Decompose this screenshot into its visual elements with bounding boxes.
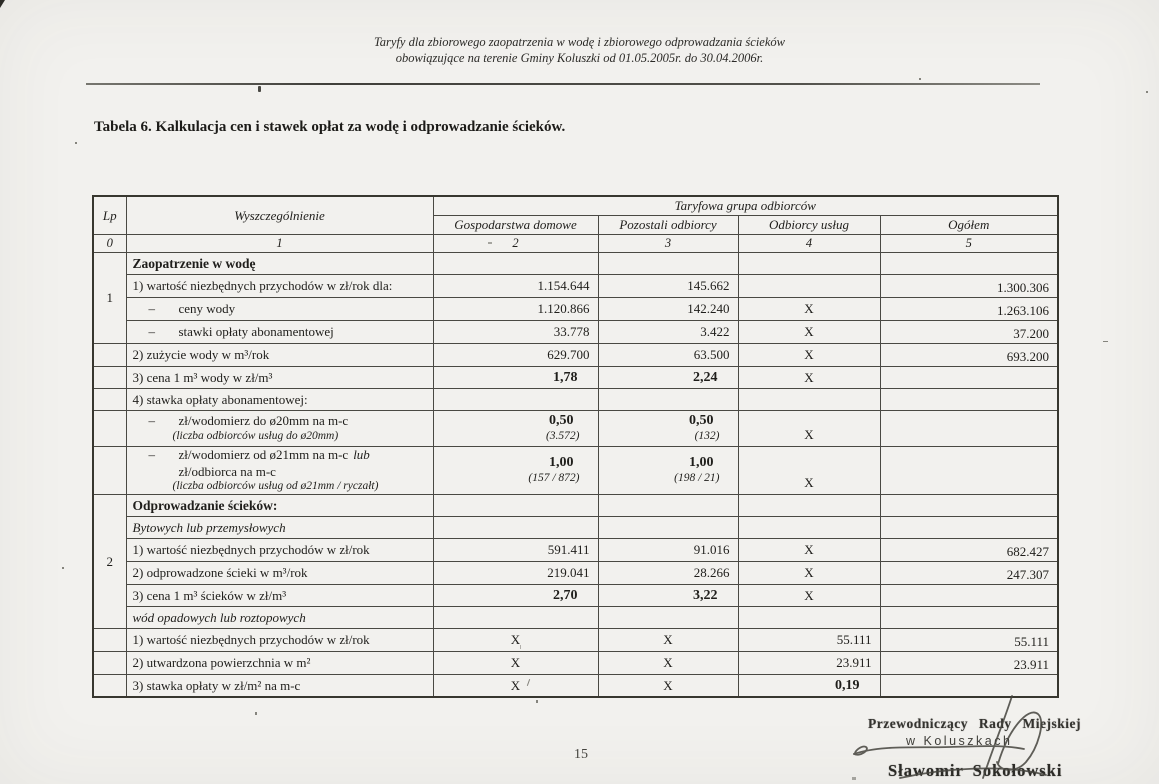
cell-price: 3,22	[598, 585, 738, 607]
cell-subsection-label: wód opadowych lub roztopowych	[126, 607, 433, 629]
cell-x: X	[433, 675, 598, 698]
scan-speck	[1103, 341, 1108, 342]
cell-empty	[433, 495, 598, 517]
cell-value: 23.911	[880, 652, 1058, 675]
table-row	[93, 495, 1058, 517]
table-row	[93, 539, 1058, 562]
cell-lp	[93, 389, 126, 411]
cell-value: 682.427	[880, 539, 1058, 562]
cell-lp-section1: 1	[93, 253, 126, 344]
cell-x: X	[738, 585, 880, 607]
table-row	[93, 275, 1058, 298]
cell-value: 1.120.866	[433, 298, 598, 321]
cell-empty	[738, 275, 880, 298]
cell-value: 63.500	[598, 344, 738, 367]
cell-section-label: Zaopatrzenie w wodę	[126, 253, 433, 275]
scan-speck	[919, 78, 921, 80]
cell-empty	[738, 607, 880, 629]
cell-empty	[598, 389, 738, 411]
cell-empty	[880, 517, 1058, 539]
tariff-table	[92, 195, 1059, 698]
cell-x: X	[738, 367, 880, 389]
cell-subsection-label: Bytowych lub przemysłowych	[126, 517, 433, 539]
cell-price: 0,19	[738, 675, 880, 698]
cell-price: 0,50	[549, 413, 574, 429]
cell-label: 2) zużycie wody w m³/rok	[126, 344, 433, 367]
cell-price: 1,00	[689, 455, 714, 471]
cell-empty	[880, 389, 1058, 411]
scan-speck	[1146, 91, 1148, 93]
cell-lp-section2: 2	[93, 495, 126, 629]
cell-price: 0,50	[689, 413, 714, 429]
table-row	[93, 389, 1058, 411]
col-num: 1	[126, 235, 433, 253]
scan-speck	[536, 700, 538, 703]
table-row	[93, 367, 1058, 389]
cell-x: X	[738, 562, 880, 585]
cell-count: (3.572)	[545, 430, 580, 442]
cell-label-text: zł/wodomierz od ø21mm na m-c	[178, 447, 349, 463]
col-num: 0	[93, 235, 126, 253]
cell-label	[126, 321, 433, 344]
scan-speck	[520, 645, 521, 649]
table-row	[93, 652, 1058, 675]
page-number: 15	[574, 747, 588, 762]
cell-count: (132)	[694, 430, 720, 442]
stamp-title: Przewodniczący Rady Miejskiej	[868, 716, 1081, 731]
cell-value: 55.111	[880, 629, 1058, 652]
cell-empty	[738, 389, 880, 411]
table-header-row-1	[93, 196, 1058, 216]
cell-empty	[433, 607, 598, 629]
cell-value: 247.307	[880, 562, 1058, 585]
cell-value: 145.662	[598, 275, 738, 298]
cell-label-line2: zł/odbiorca na m-c	[178, 463, 276, 479]
cell-price: 2,24	[598, 367, 738, 389]
table-row	[93, 517, 1058, 539]
cell-empty	[880, 411, 1058, 447]
table-row	[93, 607, 1058, 629]
cell-value: 55.111	[738, 629, 880, 652]
cell-count: (198 / 21)	[674, 472, 720, 484]
cell-lp	[93, 675, 126, 698]
cell-label: 2) utwardzona powierzchnia w m²	[126, 652, 433, 675]
cell-price-group	[433, 411, 598, 447]
cell-price: 2,70	[433, 585, 598, 607]
cell-value: 142.240	[598, 298, 738, 321]
cell-label-text: stawki opłaty abonamentowej	[178, 324, 334, 339]
cell-empty	[598, 495, 738, 517]
scan-ink-mark	[258, 86, 261, 92]
cell-empty	[738, 495, 880, 517]
col-header-wyszczegolnienie: Wyszczególnienie	[126, 196, 433, 235]
cell-count: (157 / 872)	[528, 472, 580, 484]
col-header-lp: Lp	[93, 196, 126, 235]
cell-value: 629.700	[433, 344, 598, 367]
table-row	[93, 298, 1058, 321]
cell-value: 219.041	[433, 562, 598, 585]
col-num: 5	[880, 235, 1058, 253]
cell-empty	[598, 517, 738, 539]
cell-price-group	[598, 447, 738, 495]
cell-label: 4) stawka opłaty abonamentowej:	[126, 389, 433, 411]
cell-price-group	[598, 411, 738, 447]
list-dash: –	[148, 447, 155, 463]
cell-x: X	[738, 447, 880, 495]
cell-label-lub: lub	[353, 447, 370, 463]
col-header-group: Taryfowa grupa odbiorców	[433, 196, 1058, 216]
header-rule	[86, 83, 1040, 85]
cell-label: 3) cena 1 m³ wody w zł/m³	[126, 367, 433, 389]
cell-empty	[880, 585, 1058, 607]
cell-label-text: ceny wody	[178, 301, 236, 316]
cell-value: 37.200	[880, 321, 1058, 344]
cell-empty	[880, 253, 1058, 275]
cell-value: 3.422	[598, 321, 738, 344]
tariff-table-wrapper	[92, 195, 1059, 698]
cell-empty	[880, 367, 1058, 389]
col-num: 2	[433, 235, 598, 253]
table-row	[93, 585, 1058, 607]
cell-value: 1.263.106	[880, 298, 1058, 321]
cell-label: 3) cena 1 m³ ścieków w zł/m³	[126, 585, 433, 607]
cell-label: 1) wartość niezbędnych przychodów w zł/rok	[126, 539, 433, 562]
scan-speck	[852, 777, 856, 780]
col-num: 3	[598, 235, 738, 253]
table-row	[93, 562, 1058, 585]
cell-empty	[880, 607, 1058, 629]
cell-empty	[433, 253, 598, 275]
cell-value: 1.154.644	[433, 275, 598, 298]
cell-empty	[880, 447, 1058, 495]
cell-empty	[598, 253, 738, 275]
cell-label: 1) wartość niezbędnych przychodów w zł/rok	[126, 629, 433, 652]
document-header-line1: Taryfy dla zbiorowego zaopatrzenia w wodę i zbiorowego odprowadzania ścieków	[373, 35, 785, 49]
scan-corner-mark	[0, 0, 5, 8]
cell-value: 23.911	[738, 652, 880, 675]
cell-x: X	[433, 652, 598, 675]
cell-x: X	[598, 675, 738, 698]
cell-price: 1,78	[433, 367, 598, 389]
handwritten-signature	[840, 690, 1080, 784]
cell-x: X	[738, 411, 880, 447]
cell-lp	[93, 367, 126, 389]
list-dash: –	[148, 301, 155, 316]
table-row	[93, 411, 1058, 447]
cell-label-subtext: (liczba odbiorców usług od ø21mm / ryczałt)	[172, 479, 379, 492]
scan-speck	[255, 712, 257, 715]
table-row	[93, 344, 1058, 367]
cell-price: 1,00	[549, 455, 574, 471]
cell-label: 2) odprowadzone ścieki w m³/rok	[126, 562, 433, 585]
document-header-line2: obowiązujące na terenie Gminy Koluszki od 01.05.2005r. do 30.04.2006r.	[395, 51, 764, 66]
col-header-pozostali: Pozostali odbiorcy	[598, 216, 738, 235]
cell-value: 1.300.306	[880, 275, 1058, 298]
cell-empty	[738, 253, 880, 275]
signature-name: Sławomir Sokołowski	[888, 761, 1063, 780]
cell-empty	[880, 495, 1058, 517]
cell-x: X	[598, 629, 738, 652]
cell-lp	[93, 447, 126, 495]
cell-value: 33.778	[433, 321, 598, 344]
list-dash: –	[148, 413, 155, 429]
cell-x: X	[738, 344, 880, 367]
cell-x: X	[433, 629, 598, 652]
cell-label	[126, 447, 433, 495]
cell-lp	[93, 629, 126, 652]
scan-speck	[62, 567, 64, 569]
cell-lp	[93, 411, 126, 447]
col-num: 4	[738, 235, 880, 253]
cell-value: 28.266	[598, 562, 738, 585]
cell-lp	[93, 652, 126, 675]
cell-lp	[93, 344, 126, 367]
cell-label-subtext: (liczba odbiorców usług do ø20mm)	[172, 429, 339, 442]
table-title: Tabela 6. Kalkulacja cen i stawek opłat za wodę i odprowadzanie ścieków.	[94, 119, 566, 135]
column-number-row	[93, 235, 1058, 253]
cell-empty	[738, 517, 880, 539]
document-header	[0, 34, 1159, 67]
table-row	[93, 321, 1058, 344]
cell-label	[126, 298, 433, 321]
cell-empty	[433, 517, 598, 539]
table-row	[93, 629, 1058, 652]
scan-speck	[75, 142, 77, 144]
cell-value: 693.200	[880, 344, 1058, 367]
cell-label: 3) stawka opłaty w zł/m² na m-c	[126, 675, 433, 698]
list-dash: –	[148, 324, 155, 339]
cell-value: 591.411	[433, 539, 598, 562]
cell-price-group	[433, 447, 598, 495]
cell-section-label: Odprowadzanie ścieków:	[126, 495, 433, 517]
cell-value: 91.016	[598, 539, 738, 562]
scan-speck	[488, 242, 492, 244]
cell-x: X	[738, 539, 880, 562]
cell-label	[126, 411, 433, 447]
cell-x: X	[738, 321, 880, 344]
col-header-ogolem: Ogółem	[880, 216, 1058, 235]
col-header-uslugi: Odbiorcy usług	[738, 216, 880, 235]
cell-empty	[598, 607, 738, 629]
cell-empty	[433, 389, 598, 411]
stamp-location: w Koluszkach	[906, 734, 1013, 748]
table-row	[93, 447, 1058, 495]
cell-label-text: zł/wodomierz do ø20mm na m-c	[178, 413, 349, 429]
table-row	[93, 253, 1058, 275]
cell-x: X	[738, 298, 880, 321]
cell-label: 1) wartość niezbędnych przychodów w zł/rok dla:	[126, 275, 433, 298]
col-header-gospodarstwa: Gospodarstwa domowe	[433, 216, 598, 235]
cell-x: X	[598, 652, 738, 675]
